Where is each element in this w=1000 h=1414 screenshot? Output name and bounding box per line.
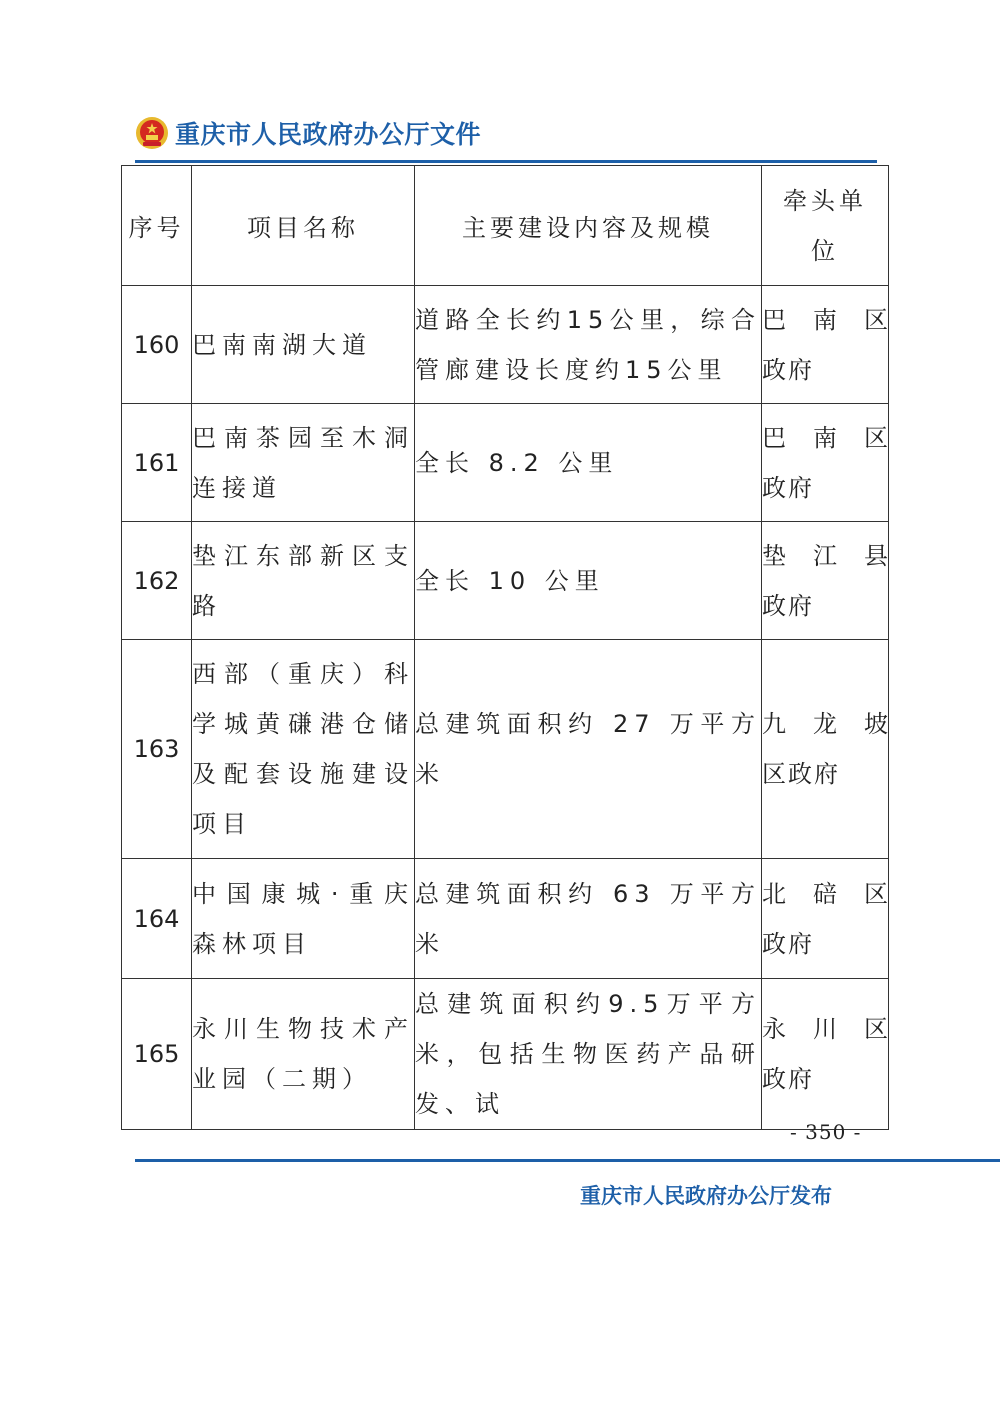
- lead-unit-char: 永: [762, 1015, 786, 1043]
- project-content: 总建筑面积约 27 万平方米: [415, 640, 762, 859]
- lead-unit: [762, 640, 889, 859]
- national-emblem-icon: [135, 116, 169, 150]
- table-row: [122, 859, 889, 979]
- lead-unit: [762, 859, 889, 979]
- lead-unit-char: 南: [813, 423, 837, 452]
- lead-unit-char: 区: [864, 305, 888, 334]
- project-name: 西部（重庆）科学城黄磏港仓储及配套设施建设项目: [192, 640, 415, 859]
- lead-unit-char: 江: [813, 541, 837, 570]
- table-row: [122, 404, 889, 522]
- lead-unit-line: [762, 869, 888, 919]
- column-header-project-name: 项目名称: [192, 166, 415, 286]
- lead-unit-line: [762, 295, 888, 345]
- table-row: [122, 979, 889, 1130]
- lead-unit-line: [762, 749, 888, 799]
- project-content: 道路全长约15公里，综合管廊建设长度约15公里: [415, 286, 762, 404]
- lead-unit-line: [762, 581, 888, 631]
- page-number: - 350 -: [790, 1120, 862, 1144]
- table-row: [122, 522, 889, 640]
- lead-unit-line: [762, 1054, 888, 1104]
- lead-unit-char: 坡: [864, 710, 888, 738]
- footer-divider: [135, 1159, 1000, 1162]
- lead-unit-line: [762, 463, 888, 513]
- lead-unit-text: 政府: [762, 929, 814, 958]
- lead-unit-text: 政府: [762, 473, 814, 502]
- lead-unit-text: 政府: [762, 1065, 814, 1093]
- project-name: 巴南南湖大道: [192, 286, 415, 404]
- lead-unit-char: 九: [762, 710, 786, 738]
- project-content: 总建筑面积约 63 万平方米: [415, 859, 762, 979]
- lead-unit-char: 垫: [762, 541, 786, 570]
- lead-unit-line: [762, 531, 888, 581]
- lead-unit-text: 政府: [762, 355, 814, 384]
- project-name: 永川生物技术产业园（二期）: [192, 979, 415, 1130]
- header-title: 重庆市人民政府办公厅文件: [175, 120, 482, 149]
- lead-unit: [762, 979, 889, 1130]
- project-table: [121, 165, 889, 1130]
- project-name: 中国康城·重庆森林项目: [192, 859, 415, 979]
- lead-unit-char: 龙: [813, 710, 837, 738]
- lead-unit-line: [762, 699, 888, 749]
- table-row: [122, 286, 889, 404]
- lead-unit-char: 南: [813, 305, 837, 334]
- header-divider: [135, 160, 877, 163]
- lead-unit-char: 巴: [762, 423, 786, 452]
- row-number: 160: [122, 286, 192, 404]
- column-header-lead-unit: 牵头单位: [762, 166, 889, 286]
- project-name: 垫江东部新区支路: [192, 522, 415, 640]
- project-content: 总建筑面积约9.5万平方米，包括生物医药产品研发、试: [415, 979, 762, 1130]
- lead-unit: [762, 522, 889, 640]
- lead-unit-line: [762, 413, 888, 463]
- lead-unit-char: 区: [864, 423, 888, 452]
- project-name: 巴南茶园至木洞连接道: [192, 404, 415, 522]
- lead-unit: [762, 286, 889, 404]
- lead-unit-char: 碚: [813, 879, 837, 908]
- row-number: 161: [122, 404, 192, 522]
- project-content: 全长 8.2 公里: [415, 404, 762, 522]
- lead-unit-line: [762, 919, 888, 969]
- lead-unit-line: [762, 345, 888, 395]
- table-header-row: [122, 166, 889, 286]
- lead-unit-line: [762, 1004, 888, 1054]
- lead-unit-char: 北: [762, 879, 786, 908]
- lead-unit-char: 县: [864, 541, 888, 570]
- row-number: 165: [122, 979, 192, 1130]
- project-content: 全长 10 公里: [415, 522, 762, 640]
- row-number: 164: [122, 859, 192, 979]
- lead-unit-char: 区: [864, 1015, 888, 1043]
- lead-unit-text: 政府: [762, 591, 814, 620]
- lead-unit-char: 川: [813, 1015, 837, 1043]
- table-row: [122, 640, 889, 859]
- footer-publisher: 重庆市人民政府办公厅发布: [580, 1183, 832, 1208]
- lead-unit-char: 区: [864, 879, 888, 908]
- column-header-number: 序号: [122, 166, 192, 286]
- lead-unit-char: 巴: [762, 305, 786, 334]
- column-header-content-scale: 主要建设内容及规模: [415, 166, 762, 286]
- document-header: [135, 112, 481, 154]
- row-number: 163: [122, 640, 192, 859]
- lead-unit: [762, 404, 889, 522]
- row-number: 162: [122, 522, 192, 640]
- lead-unit-text: 区政府: [762, 760, 840, 788]
